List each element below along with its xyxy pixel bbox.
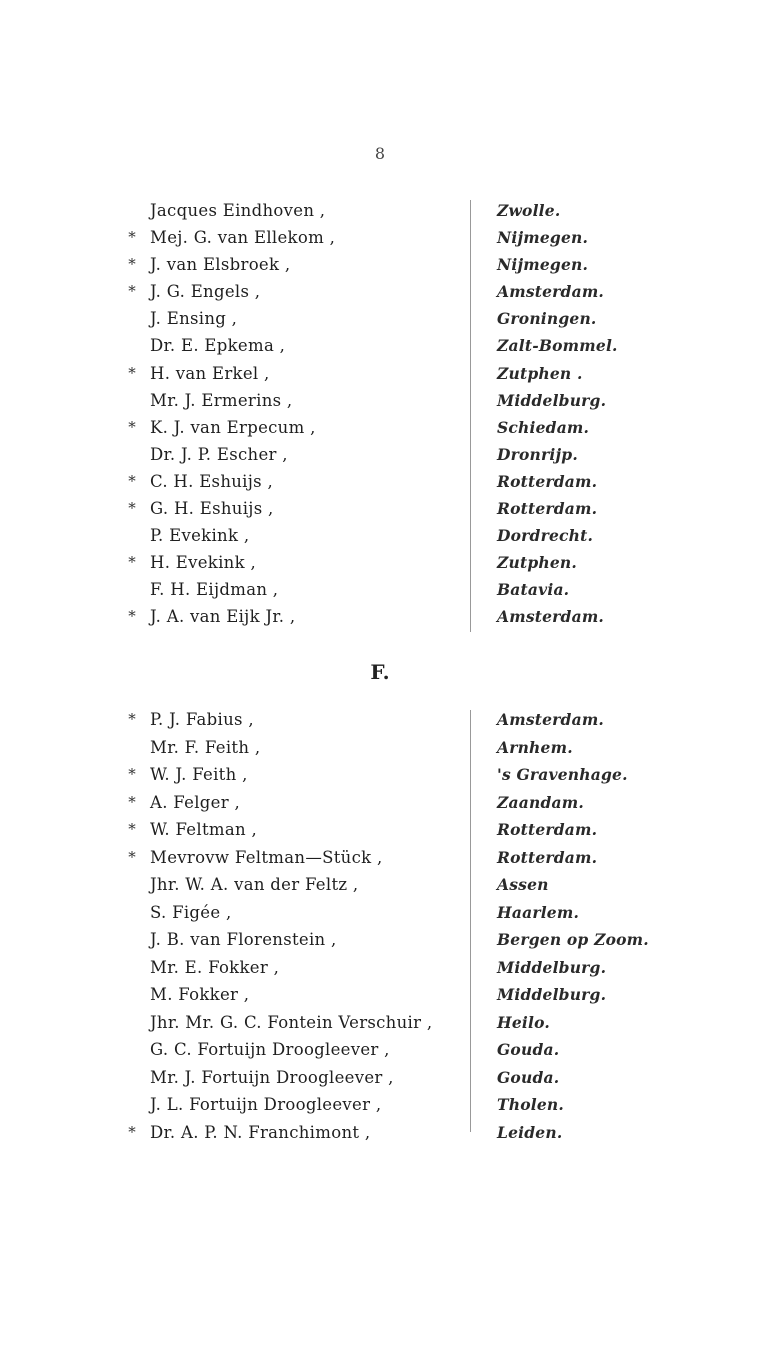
member-residence: Assen <box>497 875 549 894</box>
member-entry <box>0 761 760 789</box>
member-entry <box>0 1091 760 1119</box>
section-f-list <box>0 706 760 1146</box>
member-entry <box>0 278 760 305</box>
member-entry <box>0 706 760 734</box>
member-residence: Groningen. <box>497 309 597 329</box>
member-marker: * <box>128 255 136 274</box>
member-residence: Zalt-Bommel. <box>497 336 618 356</box>
member-residence: Nijmegen. <box>497 255 589 275</box>
member-name: J. L. Fortuijn Droogleever , <box>150 1095 382 1114</box>
member-name: W. J. Feith , <box>150 765 248 784</box>
section-heading-f: F. <box>370 660 390 684</box>
member-residence: Heilo. <box>497 1012 550 1032</box>
member-name: Jhr. Mr. G. C. Fontein Verschuir , <box>150 1012 433 1032</box>
member-entry <box>0 305 760 332</box>
member-residence: Haarlem. <box>497 902 580 922</box>
member-name: G. C. Fortuijn Droogleever , <box>150 1040 390 1059</box>
member-entry <box>0 468 760 495</box>
member-name: K. J. van Erpecum , <box>150 417 316 437</box>
member-marker: * <box>128 847 136 866</box>
member-entry <box>0 197 760 224</box>
member-entry <box>0 441 760 468</box>
member-marker: * <box>128 499 136 518</box>
member-entry <box>0 603 760 630</box>
member-marker: * <box>128 282 136 301</box>
member-entry <box>0 332 760 359</box>
member-marker: * <box>128 710 136 728</box>
member-residence: Rotterdam. <box>497 847 598 867</box>
member-residence: Zwolle. <box>497 201 561 220</box>
member-entry <box>0 522 760 549</box>
member-entry <box>0 251 760 278</box>
member-marker: * <box>128 363 136 382</box>
member-name: F. H. Eijdman , <box>150 580 279 600</box>
member-name: Mej. G. van Ellekom , <box>150 228 336 248</box>
member-name: Dr. E. Epkema , <box>150 336 286 356</box>
member-residence: Leiden. <box>497 1122 563 1142</box>
member-entry <box>0 387 760 414</box>
member-marker: * <box>128 607 136 626</box>
member-name: H. van Erkel , <box>150 363 270 383</box>
member-entry <box>0 549 760 576</box>
member-name: J. B. van Florenstein , <box>150 930 337 949</box>
member-residence: Bergen op Zoom. <box>497 930 649 949</box>
member-residence: Tholen. <box>497 1095 564 1114</box>
member-name: P. J. Fabius , <box>150 710 254 729</box>
member-entry <box>0 734 760 762</box>
member-marker: * <box>128 417 136 436</box>
member-marker: * <box>128 471 136 490</box>
member-entry <box>0 495 760 522</box>
member-entry <box>0 789 760 817</box>
member-name: Jacques Eindhoven , <box>150 201 326 220</box>
member-name: A. Felger , <box>150 792 240 812</box>
member-name: C. H. Eshuijs , <box>150 471 274 491</box>
member-name: G. H. Eshuijs , <box>150 499 274 519</box>
member-name: J. A. van Eijk Jr. , <box>150 607 296 627</box>
member-name: Mr. J. Fortuijn Droogleever , <box>150 1067 394 1087</box>
member-name: J. G. Engels , <box>150 282 261 302</box>
member-residence: Zutphen . <box>497 363 583 383</box>
member-entry <box>0 1119 760 1147</box>
member-residence: Rotterdam. <box>497 471 598 491</box>
member-residence: Batavia. <box>497 580 570 600</box>
member-entry <box>0 954 760 982</box>
member-residence: Rotterdam. <box>497 499 598 519</box>
member-residence: Middelburg. <box>497 957 607 977</box>
member-entry <box>0 224 760 251</box>
member-residence: Amsterdam. <box>497 607 605 627</box>
member-entry <box>0 871 760 899</box>
member-entry <box>0 1009 760 1037</box>
member-entry <box>0 981 760 1009</box>
member-residence: Zutphen. <box>497 553 577 573</box>
member-name: J. van Elsbroek , <box>150 255 291 275</box>
member-entry <box>0 816 760 844</box>
member-residence: Gouda. <box>497 1040 560 1059</box>
member-residence: Arnhem. <box>497 737 573 757</box>
member-residence: Zaandam. <box>497 792 584 812</box>
member-name: M. Fokker , <box>150 985 250 1004</box>
member-residence: Amsterdam. <box>497 282 605 302</box>
member-name: J. Ensing , <box>150 309 238 329</box>
member-entry <box>0 576 760 603</box>
member-residence: Dronrijp. <box>497 444 578 464</box>
member-marker: * <box>128 820 136 838</box>
member-residence: Dordrecht. <box>497 526 594 546</box>
member-residence: Rotterdam. <box>497 820 598 839</box>
member-marker: * <box>128 792 136 811</box>
member-residence: Schiedam. <box>497 417 590 437</box>
member-name: Jhr. W. A. van der Feltz , <box>150 875 359 894</box>
section-e-list <box>0 197 760 631</box>
member-name: Mr. E. Fokker , <box>150 957 280 977</box>
member-entry <box>0 1036 760 1064</box>
member-residence: Middelburg. <box>497 390 607 410</box>
page-number: 8 <box>374 144 386 163</box>
member-name: Dr. J. P. Escher , <box>150 444 288 464</box>
member-name: Mevrovw Feltman—Stück , <box>150 847 383 867</box>
member-entry <box>0 926 760 954</box>
member-name: Dr. A. P. N. Franchimont , <box>150 1122 371 1142</box>
member-marker: * <box>128 228 136 247</box>
member-name: Mr. J. Ermerins , <box>150 390 293 410</box>
member-name: H. Evekink , <box>150 553 256 573</box>
member-marker: * <box>128 1122 136 1141</box>
member-marker: * <box>128 765 136 783</box>
member-residence: Amsterdam. <box>497 710 605 729</box>
member-entry <box>0 899 760 927</box>
member-entry <box>0 360 760 387</box>
member-entry <box>0 414 760 441</box>
member-residence: Nijmegen. <box>497 228 589 248</box>
member-entry <box>0 1064 760 1092</box>
member-residence: Gouda. <box>497 1067 560 1087</box>
member-name: S. Figée , <box>150 902 232 922</box>
member-name: Mr. F. Feith , <box>150 737 261 757</box>
member-name: W. Feltman , <box>150 820 257 839</box>
member-residence: Middelburg. <box>497 985 607 1004</box>
member-residence: 's Gravenhage. <box>497 765 628 784</box>
member-marker: * <box>128 553 136 572</box>
member-entry <box>0 844 760 872</box>
member-name: P. Evekink , <box>150 526 250 546</box>
